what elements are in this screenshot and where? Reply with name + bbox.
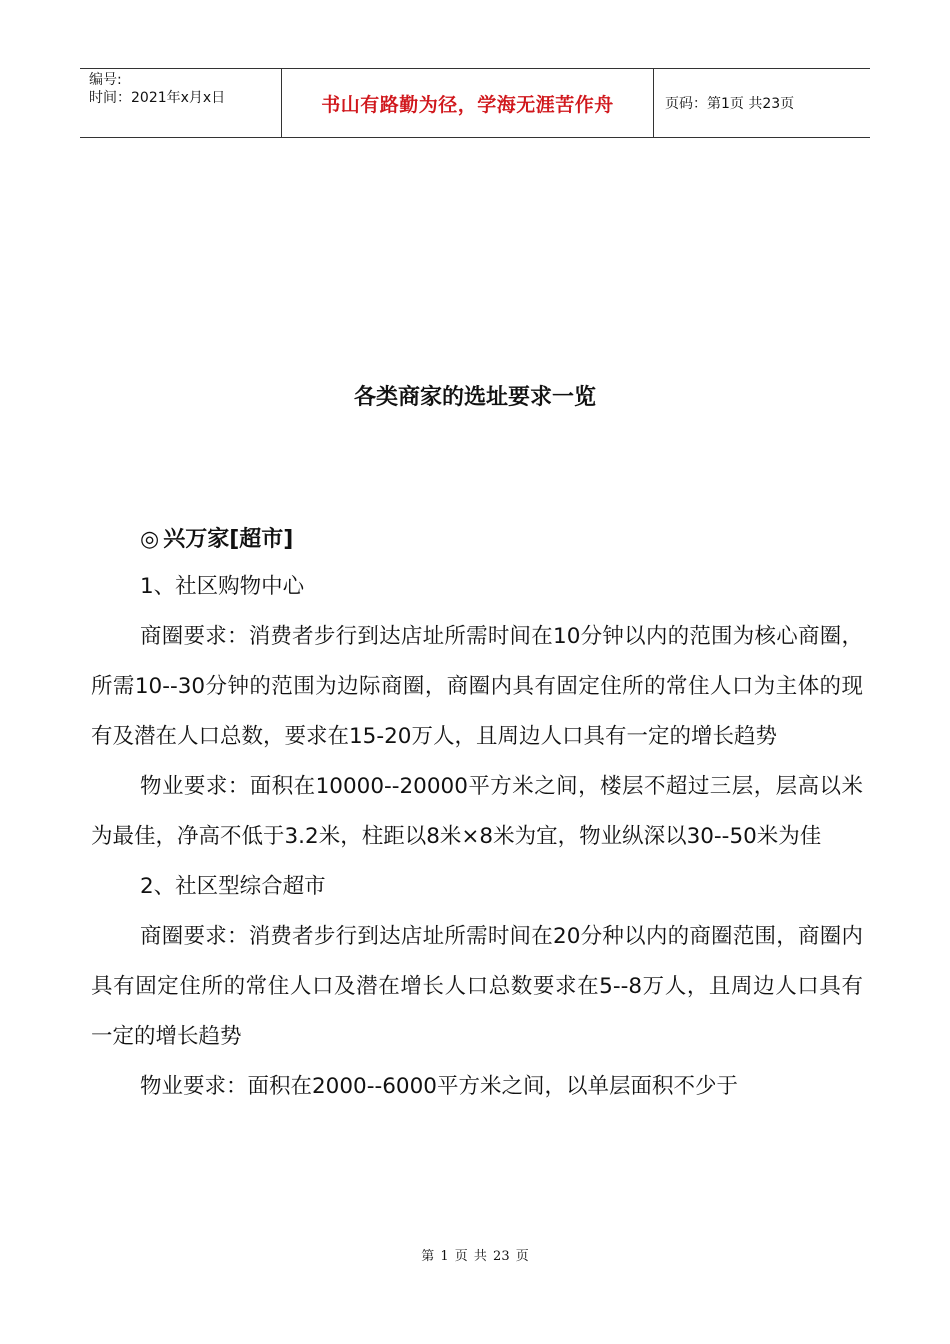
paragraph-property-2: 物业要求：面积在2000--6000平方米之间，以单层面积不少于 (140, 1074, 738, 1099)
subheading-2: 2、社区型综合超市 (140, 874, 326, 899)
paragraph-trade-area-2: 商圈要求：消费者步行到达店址所需时间在20分种以内的商圈范围，商圈内具有固定住所的常住人口及潜在增长人口总数要求在5--8万人，且周边人口具有一定的增长趋势 (91, 924, 863, 1049)
document-body (91, 518, 863, 1112)
header-meta-cell (80, 69, 282, 137)
page-info-text: 页码：第1页 共23页 (665, 96, 795, 112)
section-heading (140, 518, 863, 562)
paragraph-property-1: 物业要求：面积在10000--20000平方米之间，楼层不超过三层，层高以米为最佳，净高不低于3.2米，柱距以8米×8米为宜，物业纵深以30--50米为佳 (91, 774, 863, 849)
code-label: 编号: (89, 72, 122, 88)
page-footer: 第 1 页 共 23 页 (421, 1249, 529, 1264)
time-label: 时间：2021年x月x日 (89, 90, 226, 106)
paragraph-trade-area-1: 商圈要求：消费者步行到达店址所需时间在10分钟以内的范围为核心商圈，所需10--30分钟的范围为边际商圈，商圈内具有固定住所的常住人口为主体的现有及潜在人口总数，要求在15-20万人，且周边人口具有一定的增长趋势 (91, 624, 863, 749)
page-info-cell (654, 69, 870, 137)
header-table (80, 68, 870, 138)
subheading-1: 1、社区购物中心 (140, 574, 305, 599)
document-title: 各类商家的选址要求一览 (353, 385, 596, 410)
motto-text: 书山有路勤为径，学海无涯苦作舟 (321, 93, 614, 116)
section-heading-text: 兴万家[超市] (163, 527, 294, 552)
bullseye-icon: ◎ (140, 527, 160, 552)
motto-cell (282, 69, 654, 137)
